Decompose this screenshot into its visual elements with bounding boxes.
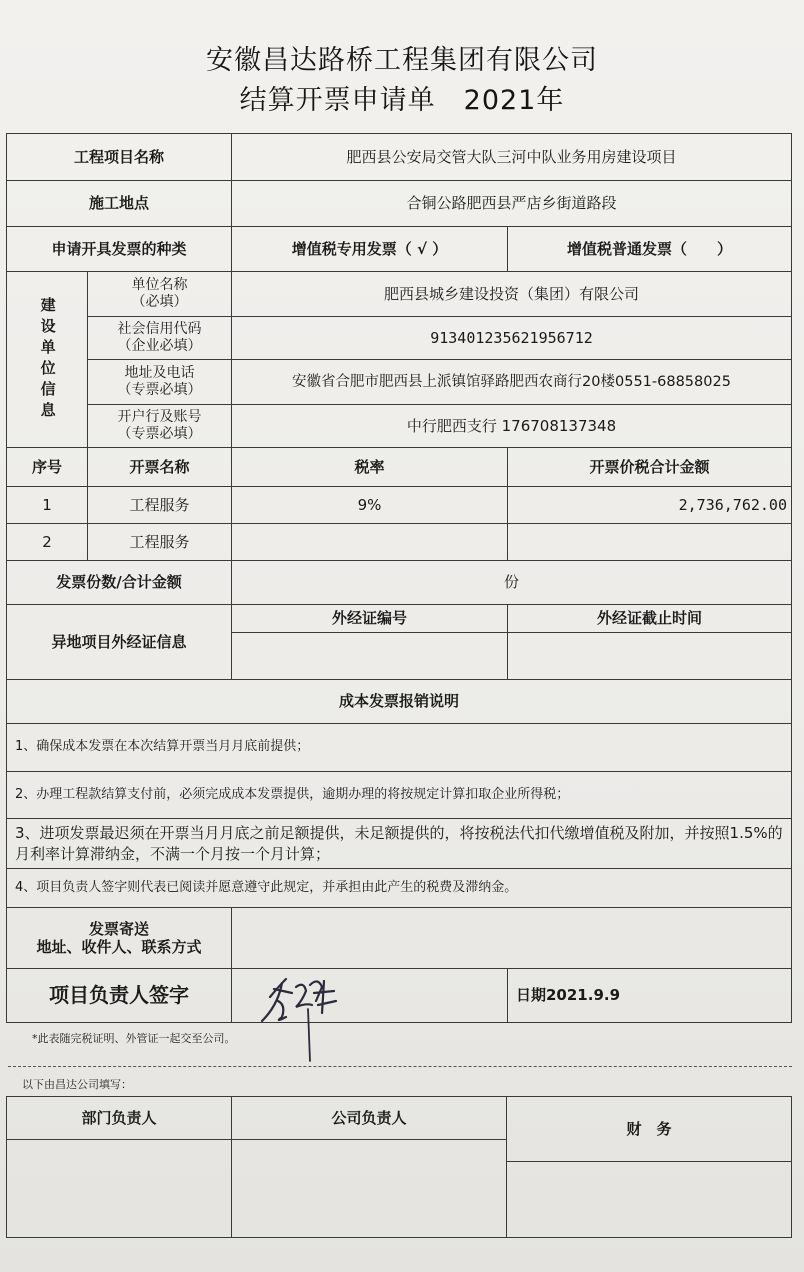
company-title: 安徽昌达路桥工程集团有限公司 [206,45,598,76]
external-no-value [231,632,508,680]
builder-group-text: 建设单位信息 [38,296,57,423]
credit-code-label-1: 社会信用代码 [117,321,202,338]
project-name-label: 工程项目名称 [6,133,232,181]
row-1-amount: 2,736,762.00 [507,486,792,524]
internal-dept-head-sign [6,1139,232,1238]
cost-notes-title: 成本发票报销说明 [6,679,792,724]
credit-code-label-2: （企业必填） [117,338,202,354]
delivery-label [6,907,232,969]
totals-label: 发票份数/合计金额 [6,560,232,605]
row-2-rate [231,523,508,561]
signoff-date: 日期2021.9.9 [507,968,792,1023]
builder-info-group-label [6,271,88,448]
internal-dept-head-label: 部门负责人 [6,1096,232,1140]
row-2-name: 工程服务 [87,523,232,561]
address-phone-label-2: （专票必填） [117,382,202,398]
external-label: 异地项目外经证信息 [6,604,232,680]
location-label: 施工地点 [6,180,232,227]
external-deadline-value [507,632,792,680]
delivery-value [231,907,792,969]
external-no-label: 外经证编号 [231,604,508,633]
bank-account-label-1: 开户行及账号 [117,409,202,426]
col-header-name: 开票名称 [87,447,232,487]
address-phone-value: 安徽省合肥市肥西县上派镇馆驿路肥西农商行20楼0551-68858025 [231,359,792,405]
address-phone-label [87,359,232,405]
bank-account-value: 中行肥西支行 176708137348 [231,404,792,448]
form-title-line [0,78,804,117]
internal-finance-label: 财 务 [506,1096,792,1162]
handwritten-signature [252,965,362,1065]
location-value: 合铜公路肥西县严店乡街道路段 [231,180,792,227]
form-year: 2021年 [463,85,565,116]
internal-company-head-sign [231,1139,507,1238]
credit-code-value: 91340123562195671​2 [231,316,792,360]
bank-account-label [87,404,232,448]
project-name-value: 肥西县公安局交管大队三河中队业务用房建设项目 [231,133,792,181]
col-header-rate: 税率 [231,447,508,487]
invoice-type-label: 申请开具发票的种类 [6,226,232,272]
cost-note-1: 1、确保成本发票在本次结算开票当月月底前提供； [6,723,792,772]
row-1-rate: 9% [231,486,508,524]
row-1-no: 1 [6,486,88,524]
dashed-separator [8,1066,792,1067]
footnote: *此表随完税证明、外管证一起交至公司。 [32,1032,236,1045]
internal-company-head-label: 公司负责人 [231,1096,507,1140]
unit-name-value: 肥西县城乡建设投资（集团）有限公司 [231,271,792,317]
signoff-label: 项目负责人签字 [6,968,232,1023]
cost-note-3: 3、进项发票最迟须在开票当月月底之前足额提供，未足额提供的，将按税法代扣代缴增值税及附加，并按照1.5%的月利率计算滞纳金，不满一个月按一个月计算； [6,818,792,869]
internal-finance-sign [506,1161,792,1238]
bank-account-label-2: （专票必填） [117,426,202,442]
totals-copies: 份 [231,560,792,605]
delivery-label-2: 地址、收件人、联系方式 [36,938,202,956]
unit-name-label-2: （必填） [131,294,188,310]
col-header-amount: 开票价税合计金额 [507,447,792,487]
row-2-no: 2 [6,523,88,561]
row-1-name: 工程服务 [87,486,232,524]
external-deadline-label: 外经证截止时间 [507,604,792,633]
invoice-type-ordinary: 增值税普通发票（ ） [507,226,792,272]
internal-intro: 以下由昌达公司填写： [22,1078,132,1091]
cost-note-4: 4、项目负责人签字则代表已阅读并愿意遵守此规定，并承担由此产生的税费及滞纳金。 [6,868,792,908]
unit-name-label-1: 单位名称 [131,277,188,294]
invoice-type-special: 增值税专用发票（ √ ） [231,226,508,272]
col-header-no: 序号 [6,447,88,487]
row-2-amount [507,523,792,561]
form-title: 结算开票申请单 [239,85,436,116]
address-phone-label-1: 地址及电话 [124,365,195,382]
unit-name-label [87,271,232,317]
cost-note-2: 2、办理工程款结算支付前，必须完成成本发票提供，逾期办理的将按规定计算扣取企业所得税； [6,771,792,819]
delivery-label-1: 发票寄送 [88,920,149,938]
credit-code-label [87,316,232,360]
